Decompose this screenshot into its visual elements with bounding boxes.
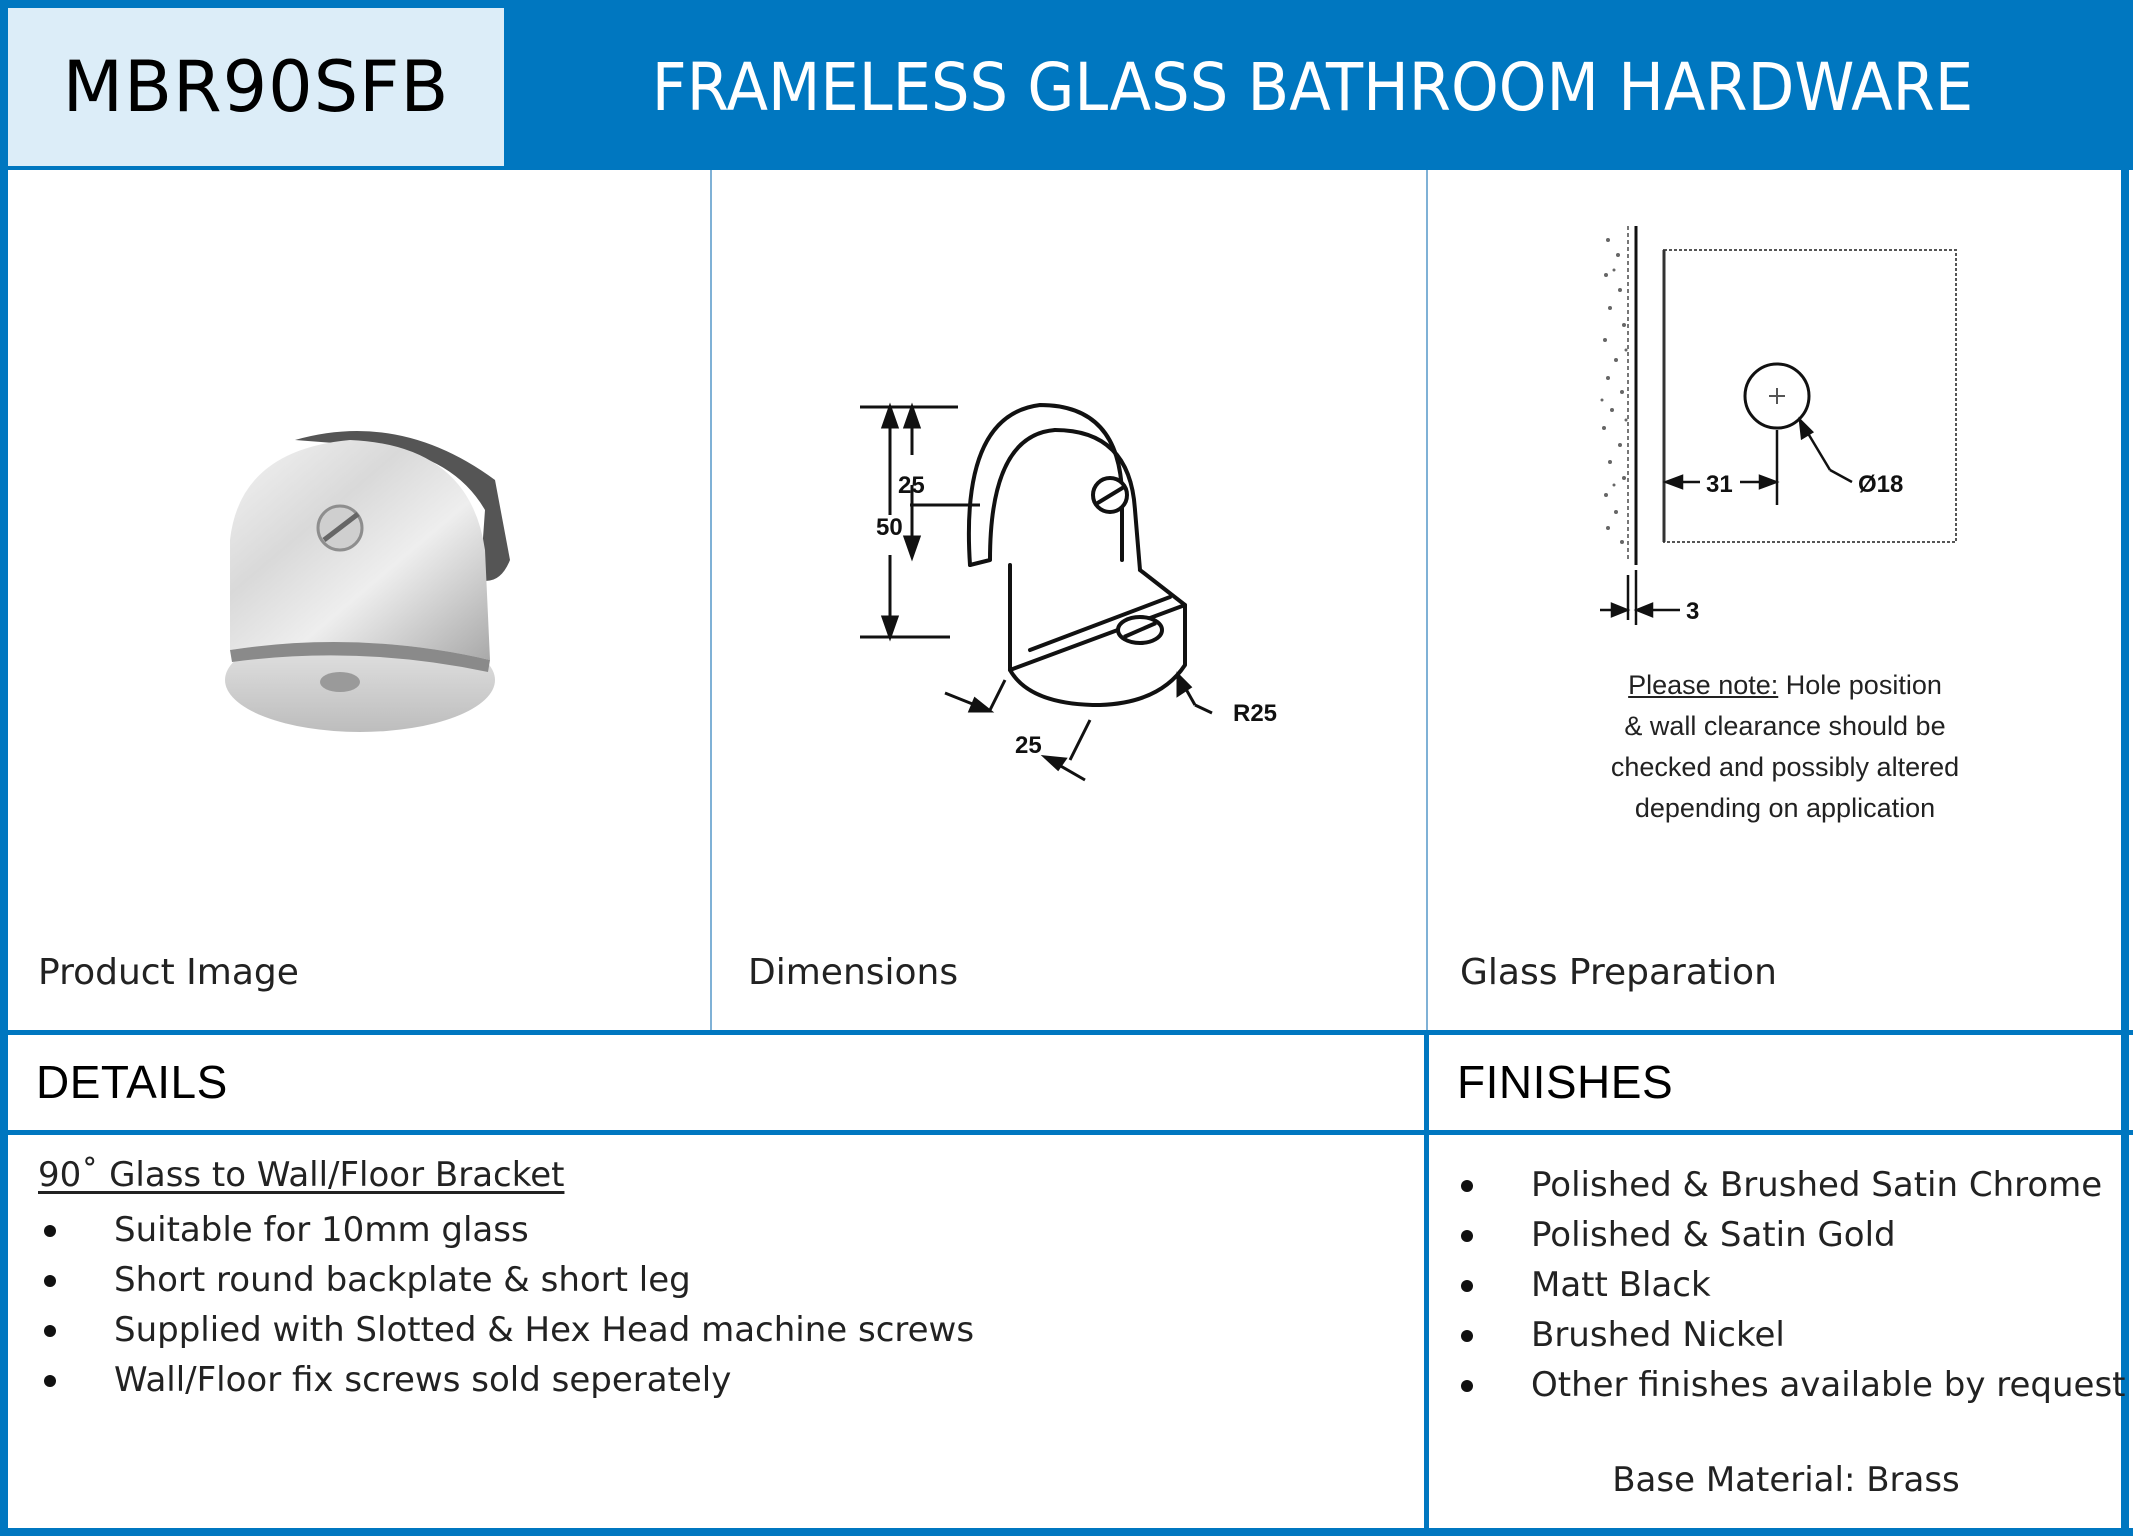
caption-product-image: Product Image [38,952,299,993]
base-material: Base Material: Brass [1612,1460,1960,1500]
divider-headings-bottom [0,1130,2133,1135]
list-item: Supplied with Slotted & Hex Head machine screws [38,1305,974,1355]
dim-height-total: 50 [876,514,903,541]
caption-dimensions: Dimensions [748,952,959,993]
list-item: Suitable for 10mm glass [38,1205,974,1255]
details-heading: DETAILS [36,1056,228,1108]
product-image [200,410,540,740]
list-item: Short round backplate & short leg [38,1255,974,1305]
details-subheading: 90˚ Glass to Wall/Floor Bracket [38,1155,565,1195]
dim-height-backplate: 25 [898,472,925,499]
dim-radius: R25 [1233,700,1278,727]
dimensions-drawing [840,375,1320,795]
page-title: FRAMELESS GLASS BATHROOM HARDWARE [651,48,1974,126]
product-code: MBR90SFB [62,46,450,128]
glass-prep-drawing [1600,220,1980,640]
dim-leg-depth: 25 [1015,732,1042,759]
product-code-box [8,8,504,166]
finishes-heading: FINISHES [1457,1056,1674,1108]
hole-diameter: Ø18 [1858,471,1904,498]
note-line-1: Hole position [1778,670,1942,700]
frame-bottom [0,1528,2133,1536]
list-item: Matt Black [1455,1260,2126,1310]
note-label: Please note: [1628,670,1779,700]
divider-panel-1 [710,170,712,1030]
list-item: Wall/Floor fix screws sold seperately [38,1355,974,1405]
list-item: Other finishes available by request [1455,1360,2126,1410]
caption-glass-preparation: Glass Preparation [1460,952,1777,993]
details-list [38,1205,974,1405]
list-item: Polished & Satin Gold [1455,1210,2126,1260]
divider-panel-2 [1426,170,1428,1030]
list-item: Polished & Brushed Satin Chrome [1455,1160,2126,1210]
note-line-3: checked and possibly altered [1610,752,1960,782]
glass-prep-note [1560,665,2010,829]
wall-clearance: 3 [1686,598,1700,625]
list-item: Brushed Nickel [1455,1310,2126,1360]
hole-offset: 31 [1706,471,1733,498]
divider-details-finishes [1424,1030,1429,1528]
frame-left [0,0,8,1536]
note-line-4: depending on application [1634,793,1936,823]
finishes-list [1455,1160,2126,1410]
divider-images-bottom [0,1030,2133,1035]
note-line-2: & wall clearance should be [1624,711,1946,741]
